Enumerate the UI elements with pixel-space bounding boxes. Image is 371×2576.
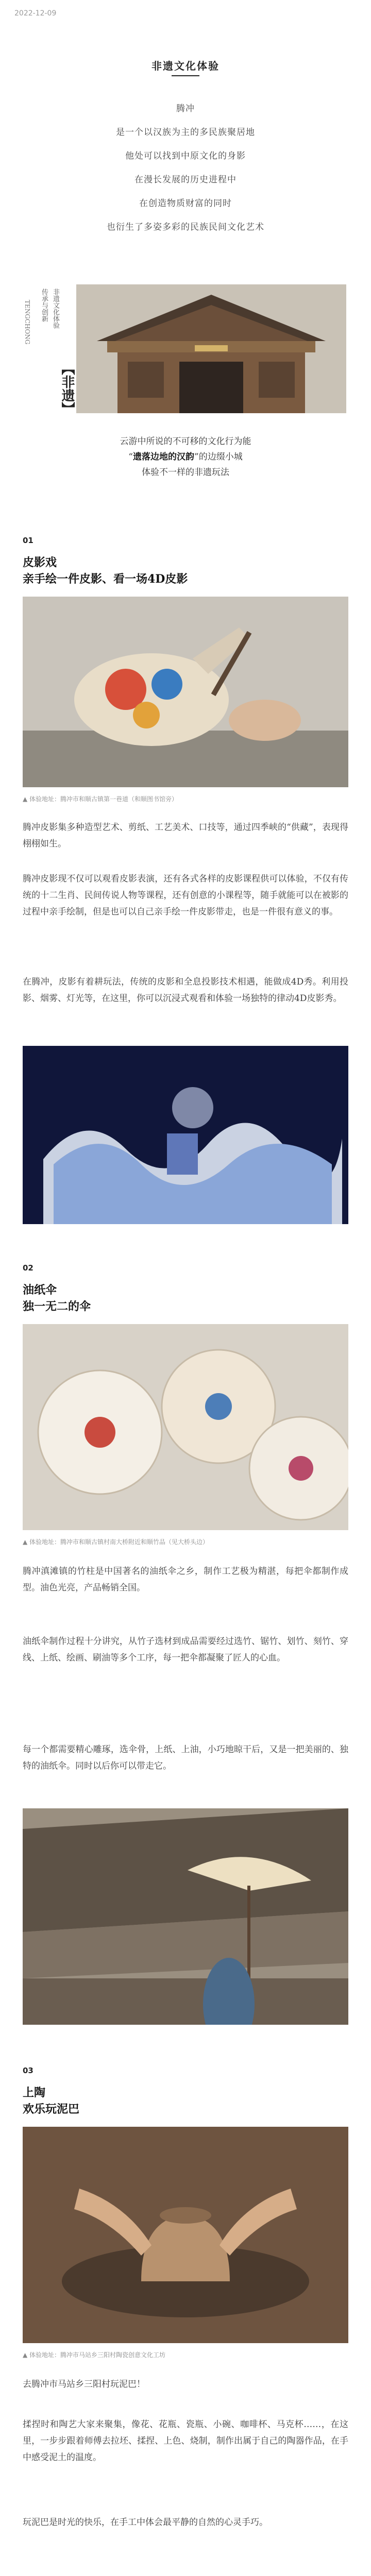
intro-line: 也衍生了多姿多彩的民族民间文化艺术: [107, 222, 264, 232]
intro-line: 是一个以汉族为主的多民族聚居地: [116, 127, 255, 138]
intro-line: 腾冲: [176, 104, 195, 114]
publish-date: 2022-12-09: [14, 9, 57, 18]
intro-line: 在漫长发展的历史进程中: [134, 175, 237, 185]
section-number: 02: [23, 1263, 33, 1273]
photo-caption: ▲ 体验地址：腾冲市和顺古镇第一巷道（和顺图书馆旁）: [23, 795, 178, 803]
hero-caption: [0, 434, 371, 480]
section-number: 03: [23, 2066, 33, 2075]
photo-umbrella-rooftops: [23, 1808, 348, 2025]
photo-shadow-puppet-painting: [23, 597, 348, 787]
section-title: 皮影戏 亲手绘一件皮影、看一场4D皮影: [23, 556, 188, 586]
section-title: 上陶 欢乐玩泥巴: [23, 2086, 80, 2116]
photo-4d-shadow-show: [23, 1046, 348, 1224]
section-title: 油纸伞 独一无二的伞: [23, 1283, 91, 1313]
photo-caption: ▲ 体验地址：腾冲市马站乡三阳村陶瓷创意文化工坊: [23, 2351, 166, 2359]
body-paragraph: 腾冲皮影现不仅可以观看皮影表演，还有各式各样的皮影课程供可以体验，不仅有传统的十二生肖、民间传说人物等课程，还有创意的小课程等，随手就能可以在被影的过程中亲手绘制，但是也可以自己亲手绘一件皮影带走，也是一件很有意义的事。: [23, 874, 348, 917]
hero-caption-line: 云游中所说的不可移的文化行为能: [120, 436, 251, 447]
body-paragraph: 揉捏时和陶艺大家来聚集，像花、花瓶、瓷瓶、小碗、咖啡杯、马克杯……，在这里，一步步跟着师傅去拉坯、揉捏、上色、烧制，制作出属于自己的陶器作品，在手中感受泥土的温度。: [23, 2419, 348, 2463]
body-paragraph: 腾冲滇滩镇的竹柱是中国著名的油纸伞之乡，制作工艺极为精湛，每把伞都制作成型。油色光亮，产品畅销全国。: [23, 1566, 348, 1593]
hero-caption-line: “遗落边地的汉韵”的边缀小城: [128, 452, 243, 462]
hero-subtitle-2: 传承与创新: [40, 289, 48, 322]
body-paragraph: 在腾冲，皮影有着耕玩法，传统的皮影和全息投影技术相遇，能做成4D秀。利用投影、烟雾、灯光等，在这里，你可以沉浸式观看和体验一场独特的律动4D皮影秀。: [23, 977, 348, 1004]
hero-caption-highlight: 遗落边地的汉韵: [133, 452, 194, 462]
photo-caption: ▲ 体验地址：腾冲市和顺古镇村南大桥附近和顺竹品（见大桥头边）: [23, 1538, 209, 1546]
hero-caption-line: 体验不一样的非遗玩法: [142, 467, 229, 478]
hero-heading: 【非遗】: [59, 362, 75, 415]
hero-photo-ancient-gate: [76, 284, 346, 413]
title-divider: [172, 75, 199, 76]
intro-block: [0, 97, 371, 239]
body-paragraph: 去腾冲市马站乡三阳村玩泥巴！: [23, 2379, 145, 2389]
photo-pottery-wheel: [23, 2127, 348, 2343]
body-paragraph: 油纸伞制作过程十分讲究，从竹子选材到成品需要经过选竹、锯竹、划竹、刻竹、穿线、上纸、绘画、刷油等多个工序，每一把伞都凝聚了匠人的心血。: [23, 1636, 348, 1663]
body-paragraph: 腾冲皮影集多种造型艺术、剪纸、工艺美术、口技等，通过四季峡的“供藏”，表现得栩栩如生。: [23, 822, 348, 849]
body-paragraph: 每一个都需要精心雕琢，选伞骨，上纸、上油，小巧地晾干后，又是一把美丽的、独特的油纸伞。同时以后你可以带走它。: [23, 1744, 348, 1771]
hero-side-text: TENGCHONG: [24, 300, 31, 345]
body-paragraph: 玩泥巴是时光的快乐，在手工中体会最平静的自然的心灵手巧。: [23, 2517, 268, 2528]
intro-line: 在创造物质财富的同时: [139, 198, 232, 209]
intro-line: 他处可以找到中原文化的身影: [125, 151, 246, 161]
hero-vertical-text: [22, 284, 75, 415]
hero-subtitle-1: 非遗文化体验: [52, 289, 59, 329]
section-number: 01: [23, 536, 33, 545]
photo-oil-paper-umbrellas: [23, 1324, 348, 1530]
page-title: 非遗文化体验: [151, 60, 220, 72]
